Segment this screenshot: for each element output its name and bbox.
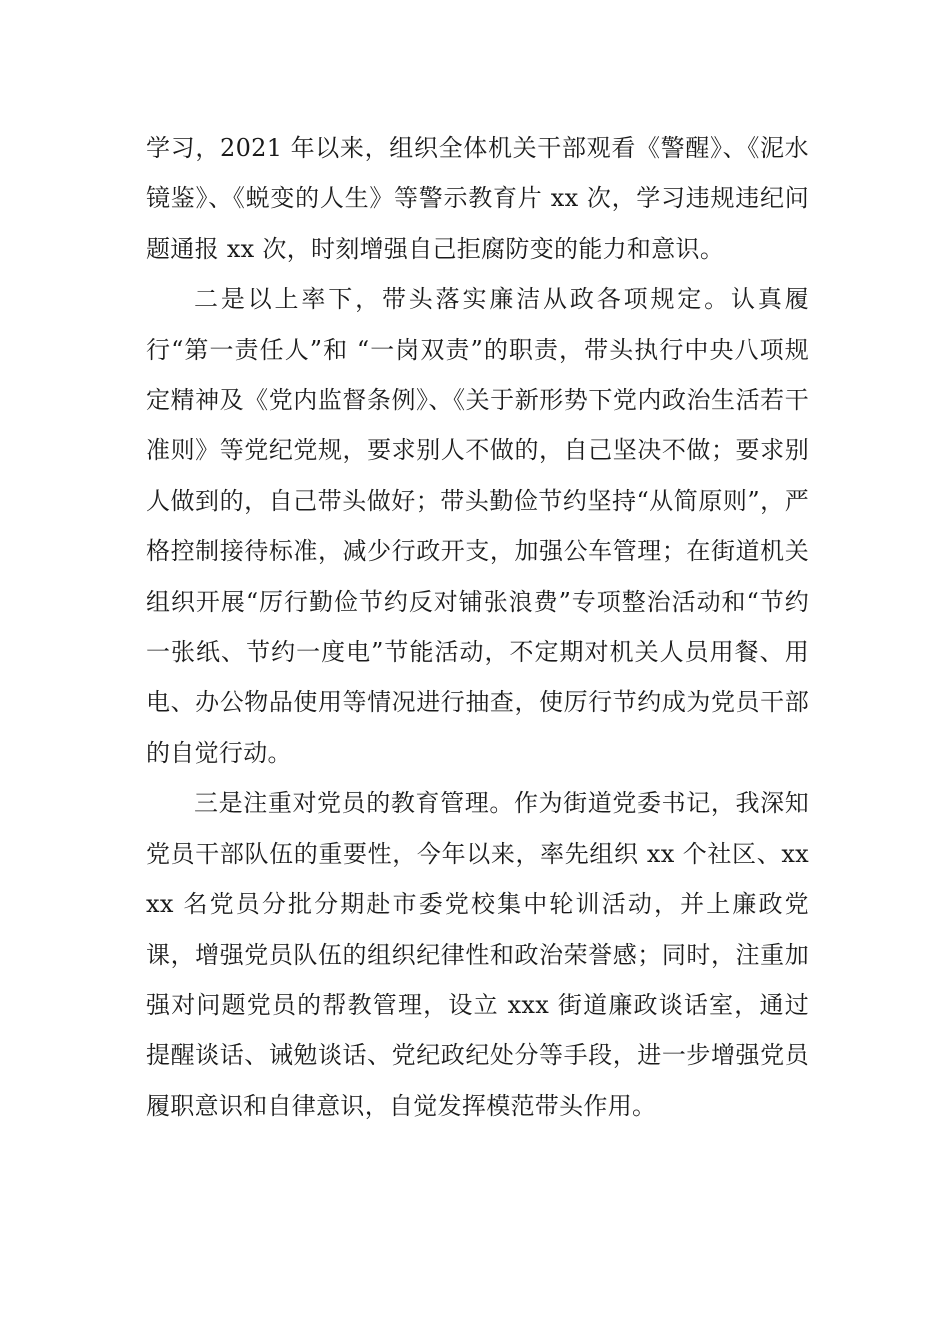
document-body <box>146 123 809 1131</box>
paragraph-third-point: 三是注重对党员的教育管理。作为街道党委书记，我深知党员干部队伍的重要性，今年以来，率先组织 xx 个社区、xxxx 名党员分批分期赴市委党校集中轮训活动，并上廉政党课，增强党员队伍的组织纪律性和政治荣誉感；同时，注重加强对问题党员的帮教管理，设立 xxx 街道廉政谈话室，通过提醒谈话、诫勉谈话、党纪政纪处分等手段，进一步增强党员履职意识和自律意识，自觉发挥模范带头作用。 <box>146 789 809 1120</box>
paragraph-continuation: 学习，2021 年以来，组织全体机关干部观看《警醒》、《泥水镜鉴》、《蜕变的人生》等警示教育片 xx 次，学习违规违纪问题通报 xx 次，时刻增强自己拒腐防变的能力和意识。 <box>146 134 809 263</box>
paragraph-second-point: 二是以上率下，带头落实廉洁从政各项规定。认真履行“第一责任人”和 “一岗双责”的职责，带头执行中央八项规定精神及《党内监督条例》、《关于新形势下党内政治生活若干准则》等党纪党规，要求别人不做的，自己坚决不做；要求别人做到的，自己带头做好；带头勤俭节约坚持“从简原则”，严格控制接待标准，减少行政开支，加强公车管理；在街道机关组织开展“厉行勤俭节约反对铺张浪费”专项整治活动和“节约一张纸、节约一度电”节能活动，不定期对机关人员用餐、用电、办公物品使用等情况进行抽查，使厉行节约成为党员干部的自觉行动。 <box>146 285 809 767</box>
